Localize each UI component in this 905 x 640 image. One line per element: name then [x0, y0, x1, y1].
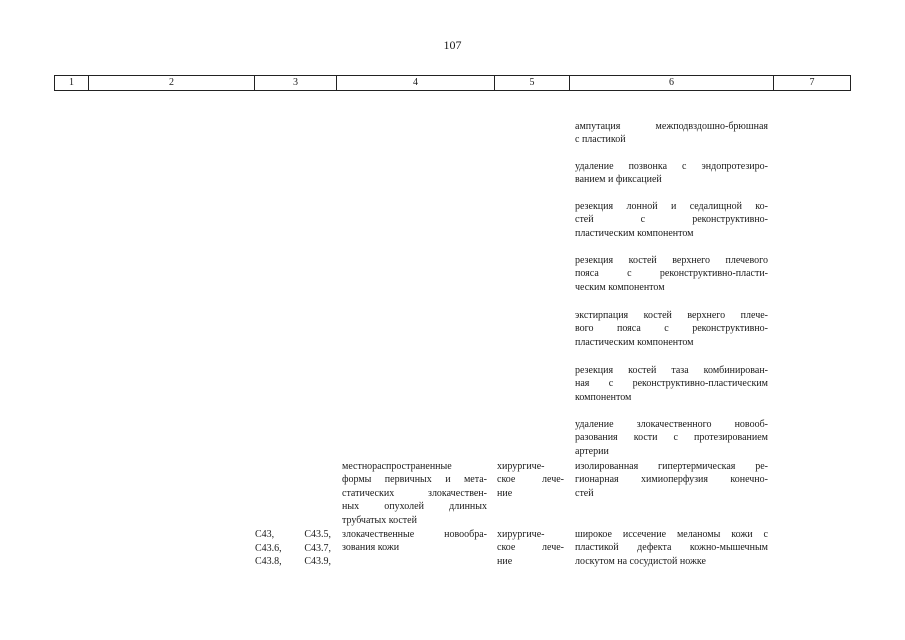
method-item: широкое иссечение меланомы кожи с пластикой дефекта кожно-мышечным лоскутом на сосудистой ножке: [575, 529, 768, 567]
header-col-7: 7: [773, 76, 851, 90]
method-item: удаление позвонка с эндопротезиро- ванием и фиксацией: [575, 161, 768, 186]
method-item: ампутация межподвздошно-брюшная с пластикой: [575, 121, 768, 146]
method-item: удаление злокачественного новооб- разования кости с протезированием артерии: [575, 419, 768, 457]
diagnosis-cell: местнораспространенные формы первичных и мета- статических злокачествен- ных опухолей длинных трубчатых костей: [342, 461, 487, 526]
header-col-6: 6: [569, 76, 773, 90]
header-col-4: 4: [336, 76, 494, 90]
page-number: 107: [443, 38, 462, 52]
header-col-5: 5: [494, 76, 569, 90]
treatment-type-cell: хирургиче- ское лече- ние: [497, 529, 564, 567]
method-item: резекция лонной и седалищной ко- стей с реконструктивно- пластическим компонентом: [575, 201, 768, 239]
method-item: экстирпация костей верхнего плече- вого пояса с реконструктивно- пластическим компонентом: [575, 310, 768, 348]
diagnosis-cell: злокачественные новообра- зования кожи: [342, 529, 487, 554]
icd-codes-cell: C43, C43.5, C43.6, C43.7, C43.8, C43.9,: [255, 529, 331, 568]
header-col-3: 3: [254, 76, 336, 90]
table-header-row: [54, 75, 851, 91]
method-item: изолированная гипертермическая ре- гионарная химиоперфузия конечно- стей: [575, 461, 768, 499]
treatment-type-cell: хирургиче- ское лече- ние: [497, 461, 564, 499]
method-item: резекция костей таза комбинирован- ная с реконструктивно-пластическим компонентом: [575, 365, 768, 403]
method-item: резекция костей верхнего плечевого пояса с реконструктивно-пласти- ческим компонентом: [575, 255, 768, 293]
header-col-2: 2: [88, 76, 254, 90]
header-col-1: 1: [54, 76, 88, 90]
